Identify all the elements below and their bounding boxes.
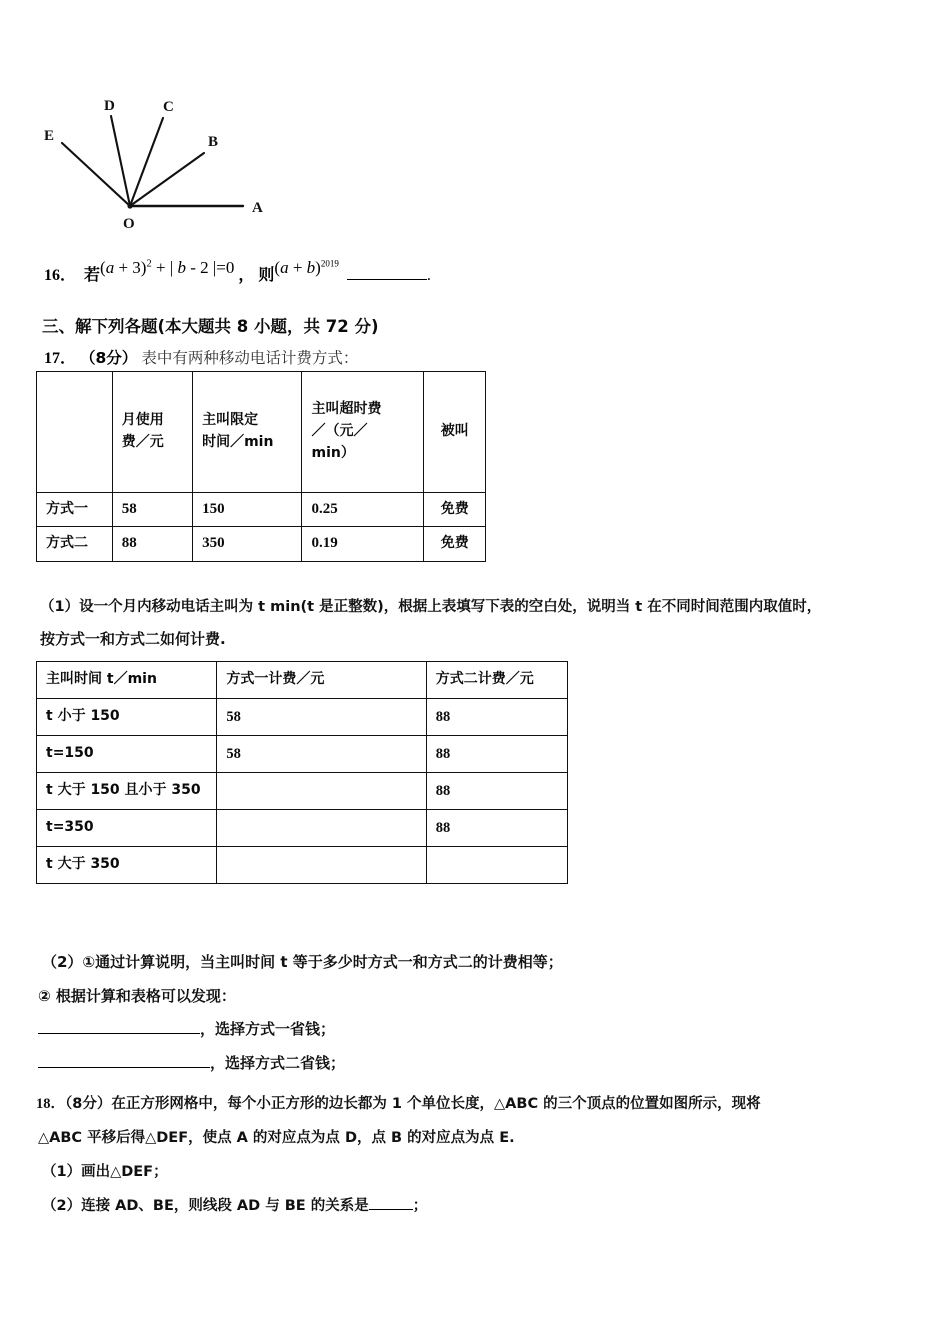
calc-row-5-plan1[interactable] xyxy=(217,847,426,884)
ray-od xyxy=(111,116,130,206)
calc-header-time: 主叫时间 t／min xyxy=(37,662,217,699)
q17-part2-blank1-row xyxy=(38,1018,335,1039)
fee-header-overage-l3: min） xyxy=(311,444,355,461)
fee-header-monthly-l1: 月使用 xyxy=(121,412,164,429)
calc-row-3-plan1[interactable] xyxy=(217,773,426,810)
section-3-heading: 三、解下列各题(本大题共 8 小题，共 72 分) xyxy=(42,317,379,336)
fee-row-2-monthly: 88 xyxy=(112,527,192,561)
fee-header-monthly-l2: 费／元 xyxy=(121,434,164,450)
question-18-line2: △ABC 平移后得△DEF，使点 A 的对应点为点 D，点 B 的对应点为点 E. xyxy=(38,1130,515,1146)
question-16 xyxy=(44,258,431,285)
calc-row-1-plan2[interactable]: 88 xyxy=(426,699,567,736)
q18-answer-blank[interactable] xyxy=(369,1197,413,1210)
q18-sub2-suffix: ； xyxy=(412,1198,428,1214)
fee-row-1-plan: 方式一 xyxy=(37,493,113,527)
calc-row-2-plan2[interactable]: 88 xyxy=(426,736,567,773)
q17-part2-line1: （2）①通过计算说明，当主叫时间 t 等于多少时方式一和方式二的计费相等； xyxy=(42,953,563,971)
question-17-stem xyxy=(44,345,358,368)
calc-row-4-time: t=350 xyxy=(37,810,217,847)
fee-header-limit xyxy=(193,372,302,493)
q17-part2-blank1-suffix: ，选择方式一省钱； xyxy=(200,1020,336,1038)
table-row xyxy=(37,527,486,561)
fee-header-limit-l1: 主叫限定 xyxy=(202,412,259,429)
q16-period: . xyxy=(426,267,431,284)
calc-row-4-plan1[interactable] xyxy=(217,810,426,847)
q17-part1-line2: 按方式一和方式二如何计费. xyxy=(40,630,226,648)
fee-header-overage xyxy=(302,372,424,493)
fee-row-1-overage: 0.25 xyxy=(302,493,424,527)
q16-word-if: 若 xyxy=(84,265,101,284)
table-header-row xyxy=(37,372,486,493)
calc-header-plan2: 方式二计费／元 xyxy=(426,662,567,699)
q18-sub2-prefix: （2）连接 AD、BE，则线段 AD 与 BE 的关系是 xyxy=(42,1198,369,1214)
vertex-dot xyxy=(127,203,132,208)
question-18-line1 xyxy=(36,1092,761,1113)
question-18-sub2 xyxy=(42,1194,427,1215)
figure-label-a: A xyxy=(252,200,263,216)
calc-row-5-time: t 大于 350 xyxy=(37,847,217,884)
q17-points: （8分） xyxy=(80,349,138,367)
question-18-sub1: （1）画出△DEF； xyxy=(42,1164,168,1180)
table-row xyxy=(37,773,568,810)
calc-row-1-time: t 小于 150 xyxy=(37,699,217,736)
fee-row-1-limit: 150 xyxy=(193,493,302,527)
q18-points: （8分） xyxy=(65,1096,112,1112)
ray-oe xyxy=(62,143,130,206)
q16-number: 16． xyxy=(44,267,77,284)
calc-row-3-time: t 大于 150 且小于 350 xyxy=(37,773,217,810)
table-row xyxy=(37,736,568,773)
fee-header-overage-l1: 主叫超时费 xyxy=(311,401,382,418)
q17-number: 17． xyxy=(44,350,77,367)
figure-label-c: C xyxy=(163,99,174,115)
calc-row-5-plan2[interactable] xyxy=(426,847,567,884)
q16-answer-blank[interactable] xyxy=(347,278,427,280)
fee-row-1-incoming: 免费 xyxy=(424,493,486,527)
figure-label-d: D xyxy=(104,98,115,114)
figure-label-e: E xyxy=(44,128,55,144)
ray-ob xyxy=(130,153,204,206)
calc-row-2-plan1[interactable]: 58 xyxy=(217,736,426,773)
fee-row-2-overage: 0.19 xyxy=(302,527,424,561)
fee-header-blank xyxy=(37,372,113,493)
q17-part2-blank2[interactable] xyxy=(38,1055,210,1068)
q18-line1-text: 在正方形网格中，每个小正方形的边长都为 1 个单位长度，△ABC 的三个顶点的位置如图所示，现将 xyxy=(111,1096,761,1112)
calc-row-2-time: t=150 xyxy=(37,736,217,773)
calc-row-4-plan2[interactable]: 88 xyxy=(426,810,567,847)
table-row xyxy=(37,699,568,736)
fee-row-2-incoming: 免费 xyxy=(424,527,486,561)
q17-part2-line2: ② 根据计算和表格可以发现： xyxy=(38,987,236,1005)
fee-header-limit-l2: 时间／min xyxy=(202,434,274,450)
q18-number: 18． xyxy=(36,1096,65,1112)
calc-row-1-plan1[interactable]: 58 xyxy=(217,699,426,736)
calc-header-plan1: 方式一计费／元 xyxy=(217,662,426,699)
table-row xyxy=(37,493,486,527)
q16-word-then: 则 xyxy=(258,265,275,284)
fee-header-overage-l2: ／（元／ xyxy=(311,423,368,440)
fee-header-incoming: 被叫 xyxy=(424,372,486,493)
figure-label-b: B xyxy=(208,134,219,150)
fee-calculation-table xyxy=(36,661,568,884)
q16-exponent: 2019 xyxy=(320,258,339,269)
q17-part2-blank1[interactable] xyxy=(38,1021,200,1034)
figure-label-o: O xyxy=(123,216,135,232)
fee-row-2-plan: 方式二 xyxy=(37,527,113,561)
q16-expression-2: $(a + b)^{2019}$ xyxy=(274,258,339,277)
q17-stem-text: 表中有两种移动电话计费方式： xyxy=(141,349,359,367)
fee-header-monthly xyxy=(112,372,192,493)
q17-part2-blank2-row xyxy=(38,1052,345,1073)
fee-row-1-monthly: 58 xyxy=(112,493,192,527)
q17-part1-line1: （1）设一个月内移动电话主叫为 t min(t 是正整数)，根据上表填写下表的空白处，说明当 t 在不同时间范围内取值时， xyxy=(40,599,822,615)
table-row xyxy=(37,810,568,847)
q17-part2-blank2-suffix: ，选择方式二省钱； xyxy=(210,1054,346,1072)
q16-comma: ， xyxy=(238,265,255,284)
q16-expression-1: $(a + 3)^2$ + | b - 2 |=0 xyxy=(100,258,235,277)
table-header-row xyxy=(37,662,568,699)
fee-row-2-limit: 350 xyxy=(193,527,302,561)
fee-plan-table xyxy=(36,371,486,562)
calc-row-3-plan2[interactable]: 88 xyxy=(426,773,567,810)
table-row xyxy=(37,847,568,884)
ray-oc xyxy=(130,118,163,206)
angle-rays-diagram xyxy=(30,60,310,240)
